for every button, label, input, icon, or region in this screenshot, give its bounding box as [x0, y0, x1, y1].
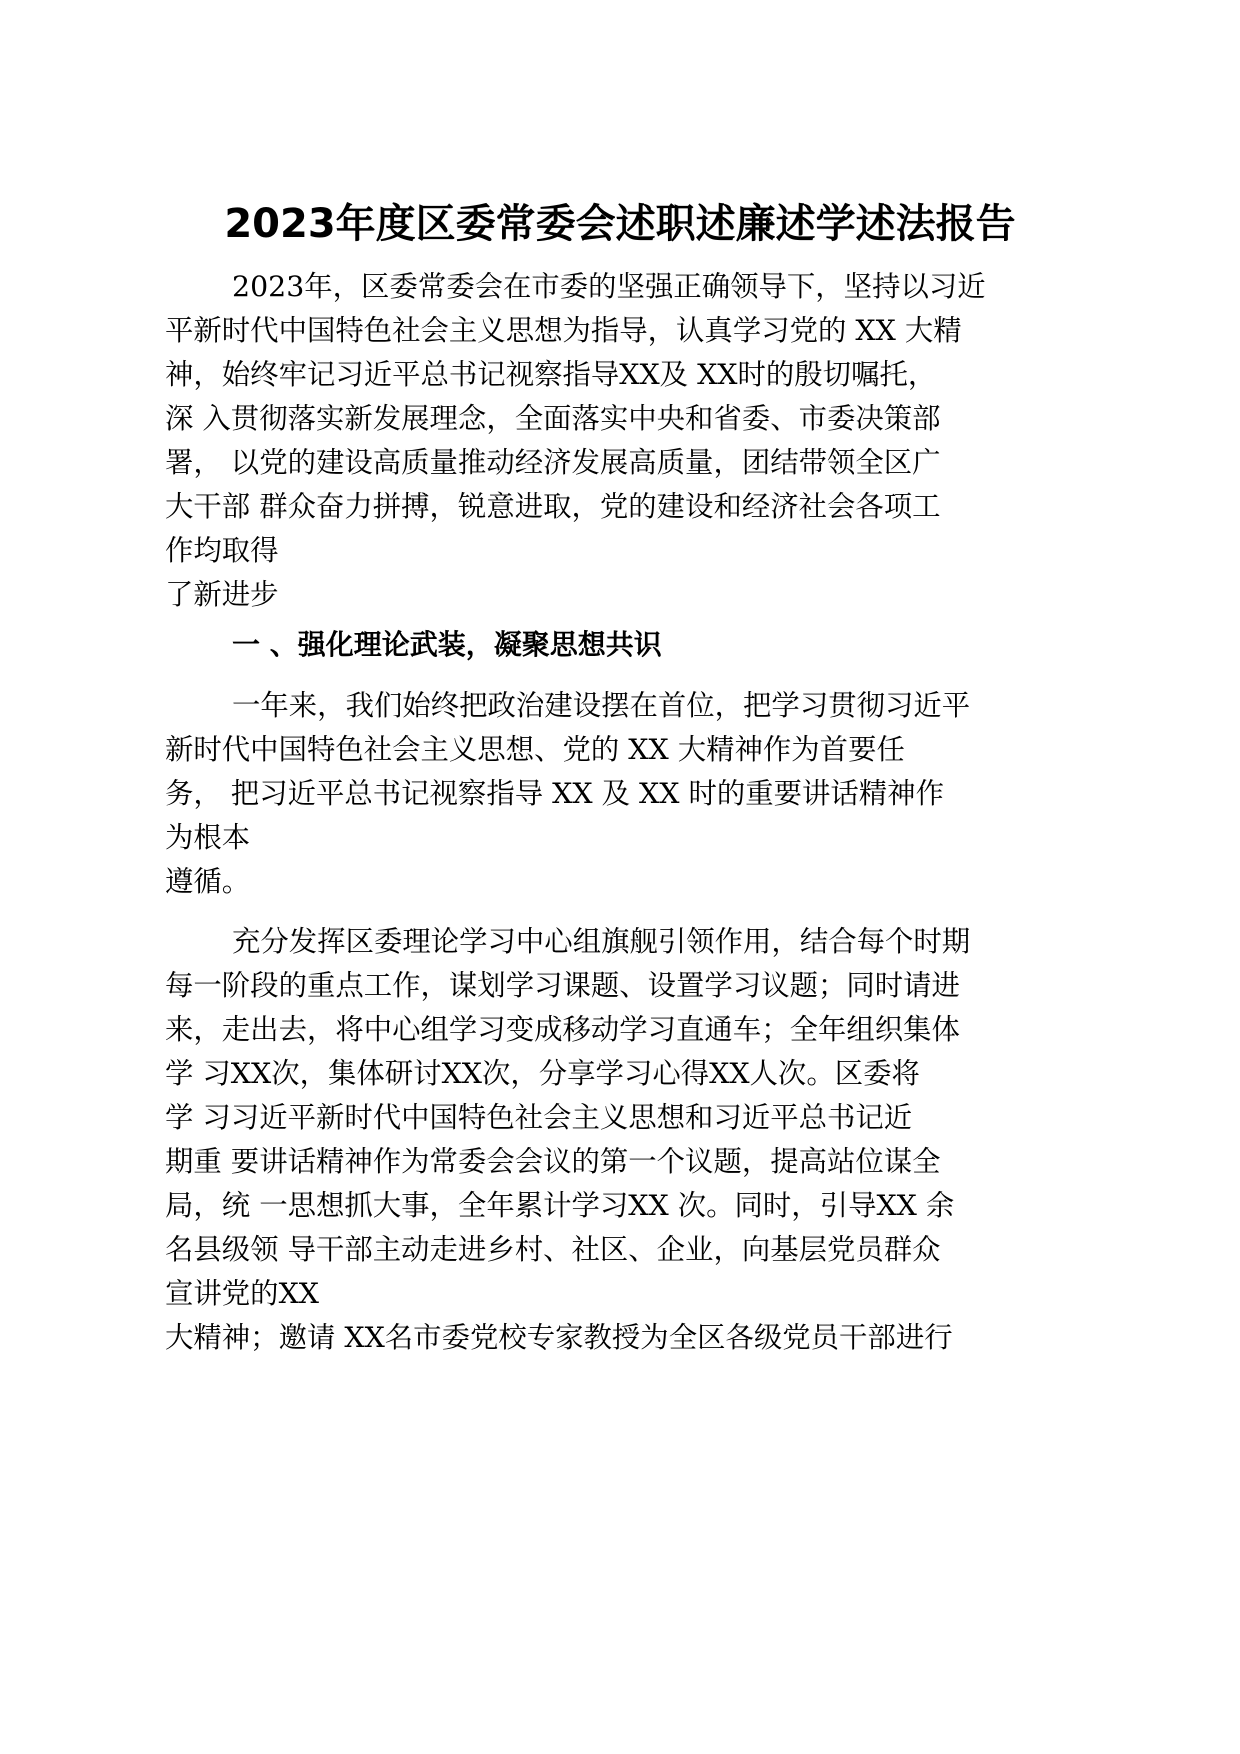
section-heading: 一 、强化理论武装，凝聚思想共识 — [232, 628, 662, 661]
paragraph-line: 2023年，区委常委会在市委的坚强正确领导下，坚持以习近 — [232, 270, 986, 303]
paragraph-line: 充分发挥区委理论学习中心组旗舰引领作用，结合每个时期 — [232, 925, 971, 958]
paragraph-line: 一年来，我们始终把政治建设摆在首位，把学习贯彻习近平 — [232, 689, 971, 722]
paragraph-line: 遵循。 — [165, 865, 251, 898]
paragraph-line: 署， 以党的建设高质量推动经济发展高质量，团结带领全区广 — [165, 446, 941, 479]
paragraph-line: 为根本 — [165, 821, 251, 854]
paragraph-line: 宣讲党的XX — [165, 1277, 319, 1310]
paragraph-line: 来，走出去，将中心组学习变成移动学习直通车；全年组织集体 — [165, 1013, 960, 1046]
paragraph-line: 作均取得 — [165, 534, 279, 567]
paragraph-line: 神，始终牢记习近平总书记视察指导XX及 XX时的殷切嘱托， — [165, 358, 937, 391]
paragraph-line: 名县级领 导干部主动走进乡村、社区、企业，向基层党员群众 — [165, 1233, 941, 1266]
document-title: 2023年度区委常委会述职述廉述学述法报告 — [224, 201, 1016, 247]
paragraph-line: 局，统 一思想抓大事，全年累计学习XX 次。同时，引导XX 余 — [165, 1189, 955, 1222]
paragraph-line: 了新进步 — [165, 578, 279, 611]
paragraph-line: 平新时代中国特色社会主义思想为指导，认真学习党的 XX 大精 — [165, 314, 962, 347]
paragraph-line: 大精神；邀请 XX名市委党校专家教授为全区各级党员干部进行 — [165, 1321, 953, 1354]
paragraph-line: 深 入贯彻落实新发展理念，全面落实中央和省委、市委决策部 — [165, 402, 941, 435]
paragraph-line: 务， 把习近平总书记视察指导 XX 及 XX 时的重要讲话精神作 — [165, 777, 944, 810]
paragraph-line: 学 习XX次，集体研讨XX次，分享学习心得XX人次。区委将 — [165, 1057, 920, 1090]
paragraph-line: 大干部 群众奋力拼搏，锐意进取，党的建设和经济社会各项工 — [165, 490, 941, 523]
paragraph-line: 新时代中国特色社会主义思想、党的 XX 大精神作为首要任 — [165, 733, 905, 766]
paragraph-line: 期重 要讲话精神作为常委会会议的第一个议题，提高站位谋全 — [165, 1145, 941, 1178]
paragraph-line: 每一阶段的重点工作，谋划学习课题、设置学习议题；同时请进 — [165, 969, 960, 1002]
paragraph-line: 学 习习近平新时代中国特色社会主义思想和习近平总书记近 — [165, 1101, 913, 1134]
